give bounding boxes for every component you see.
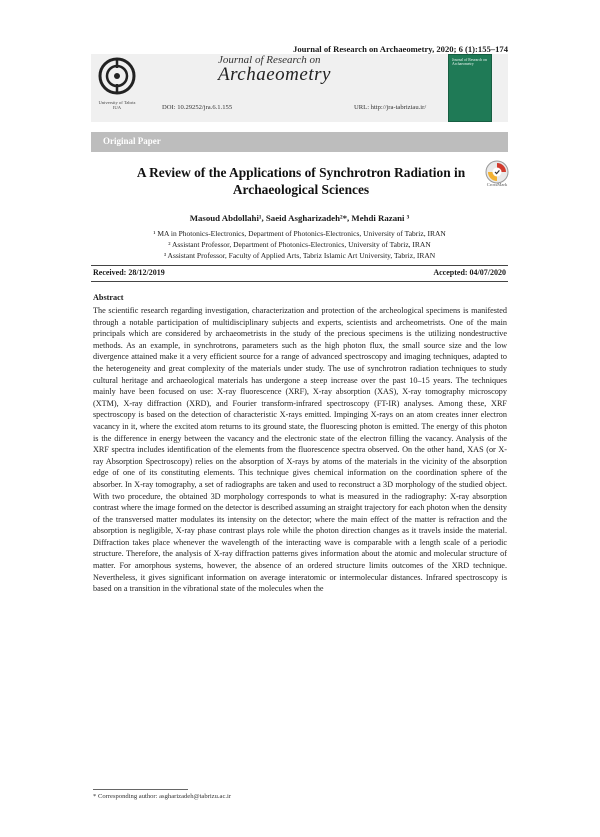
journal-url-link[interactable]: URL: http://jra-tabriziau.ir/ bbox=[354, 104, 427, 111]
cover-title: Journal of Research on Archaeometry bbox=[452, 58, 487, 67]
affiliation-3: ³ Assistant Professor, Faculty of Applied Arts, Tabriz Islamic Art University, Tabriz, IRAN bbox=[163, 251, 436, 260]
doi-link[interactable]: DOI: 10.29252/jra.6.1.155 bbox=[162, 104, 233, 111]
crossmark-label: CrossMark bbox=[486, 182, 508, 187]
corresponding-author-footnote: * Corresponding author: asgharizadeh@tabrizu.ac.ir bbox=[93, 793, 232, 800]
journal-name-line2: Archaeometry bbox=[218, 64, 331, 85]
journal-name-line1: Journal of Research on bbox=[218, 54, 321, 66]
crossmark-icon[interactable] bbox=[485, 160, 509, 184]
article-title: A Review of the Applications of Synchrotron Radiation in Archaeological Sciences bbox=[136, 165, 466, 197]
received-date: Received: 28/12/2019 bbox=[93, 268, 165, 277]
divider-bottom bbox=[91, 281, 508, 282]
article-type-label: Original Paper bbox=[103, 136, 161, 146]
accepted-date: Accepted: 04/07/2020 bbox=[433, 268, 506, 277]
logo-caption: University of Tabriz IUA bbox=[98, 100, 136, 111]
author-list: Masoud Abdollahi¹, Saeid Asgharizadeh²*, Mehdi Razani ³ bbox=[189, 213, 410, 223]
abstract-text: The scientific research regarding investigation, characterization and protection of the archeological specimens is manifested through a notable participation of multidisciplinary subjects and experts, scientists and archeometrists. One of the main principals which are considered by archaeometrists in the study of the precious specimens is the utilizing nondestructive methods. As an example, in synchrotrons, parameters such as the high photon flux, the small source size and the low divergence attained make it a very efficient source for a range of advanced spectroscopy and imaging techniques, adapted to the heterogeneity and great complexity of the materials under study. The use of synchrotron radiation techniques to study cultural heritage and archaeological materials has undergone a steep increase over the past 10–15 years. The techniques mainly have been focused on use: X-ray fluorescence (XRF), X-ray absorption (XAS), X-ray tomography microscopy (XTM), X-ray diffraction (XRD), and Fourier transform-infrared spectroscopy (FT-IR) analyses. Among these, XRF spectroscopy is based on the detection of characteristic X-rays emitted. Impinging X-rays on an atom creates inner electron vacancy in it, where the excited atom returns to its ground state, the fluorescing photon is emitted. The energy of this photon is the difference in energy between the vacancy and the electronic state of the electron filling the vacancy. Analysis of the XRF spectra includes identification of the elements from the fluorescence spectra observed. On the other hand, XAS (or X-ray Absorption Spectroscopy) relies on the absorption of X-rays by atoms of the materials in the vicinity of the absorption edge of one of its constituting elements. This technique gives chemical information on the coordination sphere of the absorber. In X-ray tomography, a set of radiographs are taken and used to reconstruct a 3D morphology of the studied object. With two procedure, the obtained 3D morphology corresponds to what is measured in the radiography: X-ray absorption contrast where the image formed on the detector is described assuming an straight trajectory for each photon when the density of the transversed matter modulates its intensity on the detector; where the main effect of the matter is refraction and the absorption is negligible, X-ray phase contrast plays role while the photon direction changes as it travels inside the material. Diffraction takes place whenever the wavelength of the interacting wave is comparable with a length scale of a periodic structure. Therefore, the analysis of X-ray diffraction patterns gives information about the atomic and molecular structure of matter. For amorphous systems, however, the absence of an ordered structure limits outcomes of the XRD technique. Nevertheless, it gives significant information on average interatomic or intermolecular distances. Infrared spectroscopy is based on a transition in the vibrational state of the molecules when the bbox=[93, 306, 507, 594]
affiliation-2: ² Assistant Professor, Department of Photonics-Electronics, University of Tabriz, IRAN bbox=[168, 240, 431, 249]
journal-citation: Journal of Research on Archaeometry, 2020; 6 (1):155–174 bbox=[293, 44, 508, 54]
footnote-divider bbox=[93, 789, 188, 790]
divider-top bbox=[91, 265, 508, 266]
abstract-heading: Abstract bbox=[93, 293, 124, 302]
affiliation-1: ¹ MA in Photonics-Electronics, Department of Photonics-Electronics, University of Tabriz, IRAN bbox=[153, 229, 446, 238]
